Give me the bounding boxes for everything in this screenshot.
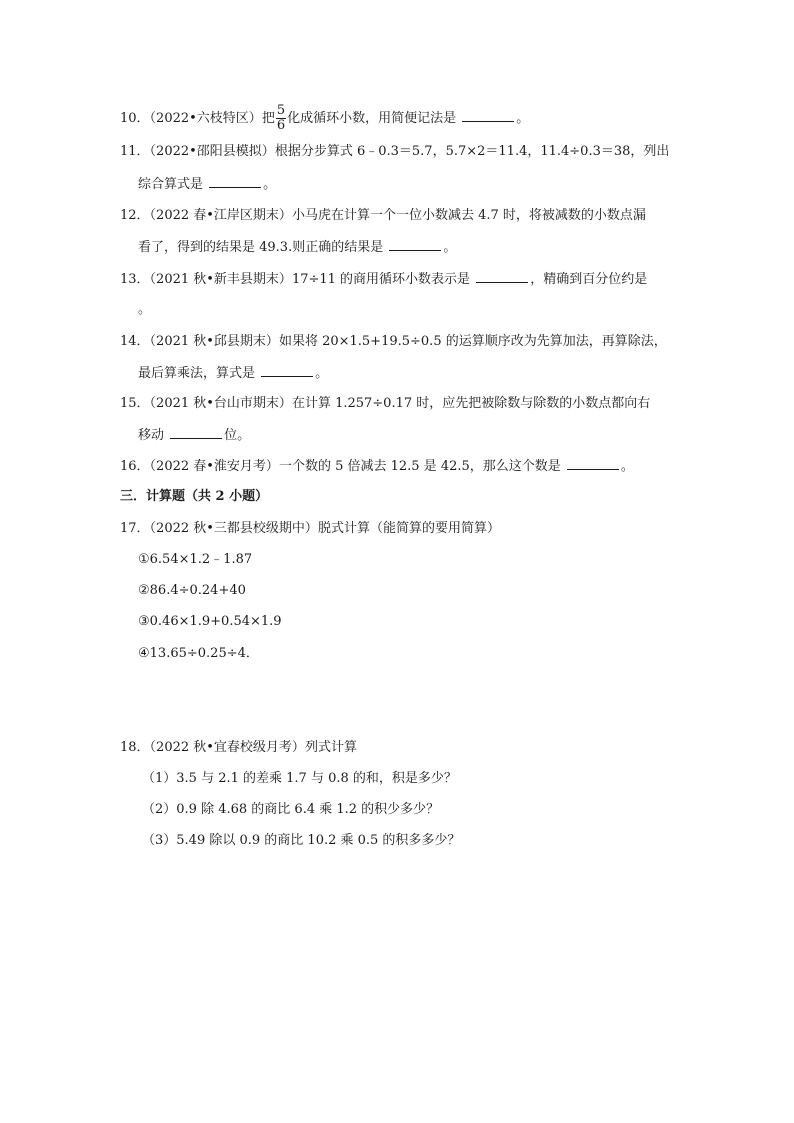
question-end: 。: [516, 111, 530, 126]
question-text: 移动: [138, 428, 169, 443]
section-title: 三．计算题（共 2 小题）: [120, 489, 269, 504]
question-text: 小马虎在计算一个一位小数减去 4.7 时，将被减数的小数点漏: [291, 208, 646, 223]
fraction-numerator: 5: [276, 103, 286, 118]
question-10: [120, 104, 529, 133]
question-source: （2022•邵阳县模拟）: [149, 144, 275, 159]
question-number: 10．: [120, 111, 150, 126]
answer-blank[interactable]: [567, 457, 619, 470]
question-end: 。: [315, 366, 329, 381]
calc-item: ②86.4÷0.24+40: [138, 583, 246, 598]
question-text: ，精确到百分位约是: [530, 272, 648, 287]
answer-blank[interactable]: [462, 109, 514, 122]
question-17: [120, 520, 500, 538]
answer-blank[interactable]: [389, 238, 441, 251]
question-text: 列式计算: [304, 740, 357, 755]
question-13: [120, 270, 647, 289]
question-end: 。: [620, 459, 634, 474]
question-number: 17．: [120, 521, 150, 536]
question-number: 15．: [120, 396, 150, 411]
fraction-denominator: 6: [276, 118, 286, 133]
question-end: 位。: [224, 428, 251, 443]
answer-blank[interactable]: [261, 364, 313, 377]
question-16: [120, 457, 634, 476]
question-source: （2022 春•江岸区期末）: [149, 208, 292, 223]
question-source: （2021 秋•新丰县期末）: [149, 272, 292, 287]
question-text: 一个数的 5 倍减去 12.5 是 42.5，那么这个数是: [278, 459, 565, 474]
question-number: 18．: [120, 740, 150, 755]
question-text: 脱式计算（能简算的要用简算）: [317, 521, 500, 536]
question-text: 把: [261, 111, 275, 126]
sub-question: （1）3.5 与 2.1 的差乘 1.7 与 0.8 的和，积是多少？: [142, 771, 457, 786]
question-end: 。: [138, 302, 152, 317]
fraction: [276, 104, 286, 133]
question-text: 如果将 20×1.5+19.5÷0.5 的运算顺序改为先算加法，再算除法，: [278, 334, 667, 349]
question-source: （2022•六枝特区）: [149, 111, 262, 126]
sub-question: （2）0.9 除 4.68 的商比 6.4 乘 1.2 的积少多少？: [142, 802, 440, 817]
question-end: 。: [263, 177, 277, 192]
answer-blank[interactable]: [170, 426, 222, 439]
question-end: 。: [443, 240, 457, 255]
calc-item: ③0.46×1.9+0.54×1.9: [138, 614, 282, 629]
question-source: （2021 秋•邱县期末）: [149, 334, 279, 349]
sub-question: （3）5.49 除以 0.9 的商比 10.2 乘 0.5 的积多多少？: [142, 833, 461, 848]
question-13-cont: [138, 301, 151, 319]
question-source: （2022 秋•宜春校级月考）: [149, 740, 305, 755]
question-14: [120, 333, 667, 351]
question-source: （2022 春•淮安月考）: [149, 459, 279, 474]
question-text: 化成循环小数，用简便记法是: [287, 111, 461, 126]
question-number: 13．: [120, 272, 150, 287]
question-text: 最后算乘法，算式是: [138, 366, 260, 381]
question-12: [120, 207, 646, 225]
question-source: （2022 秋•三都县校级期中）: [149, 521, 318, 536]
question-text: 综合算式是: [138, 177, 208, 192]
question-number: 12．: [120, 208, 150, 223]
question-text: 看了，得到的结果是 49.3.则正确的结果是: [138, 240, 388, 255]
question-source: （2021 秋•台山市期末）: [149, 396, 292, 411]
question-number: 11．: [120, 144, 150, 159]
question-15-cont: [138, 426, 250, 445]
question-14-cont: [138, 364, 328, 383]
calc-item: ①6.54×1.2﹣1.87: [138, 552, 253, 567]
question-text: 17÷11 的商用循环小数表示是: [291, 272, 475, 287]
question-text: 在计算 1.257÷0.17 时，应先把被除数与除数的小数点都向右: [291, 396, 651, 411]
question-11-cont: [138, 175, 276, 194]
question-text: 根据分步算式 6﹣0.3＝5.7，5.7×2＝11.4，11.4÷0.3＝38，列出: [274, 144, 670, 159]
question-12-cont: [138, 238, 456, 257]
question-11: [120, 143, 669, 161]
calc-item: ④13.65÷0.25÷4．: [138, 646, 259, 661]
question-number: 14．: [120, 334, 150, 349]
question-15: [120, 395, 650, 413]
answer-blank[interactable]: [209, 175, 261, 188]
question-18: [120, 739, 357, 757]
question-number: 16．: [120, 459, 150, 474]
answer-blank[interactable]: [476, 270, 528, 283]
